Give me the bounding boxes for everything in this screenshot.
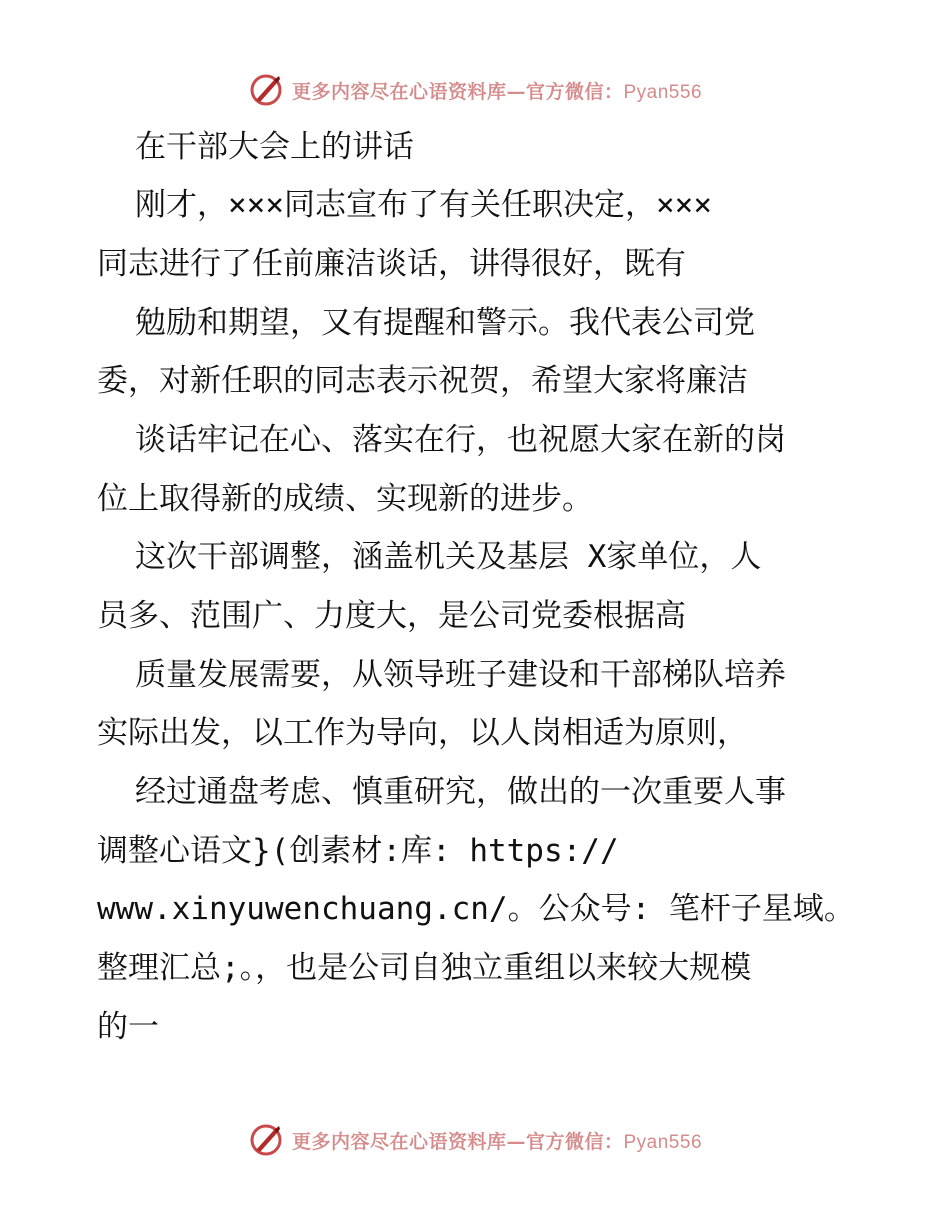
paragraph-line: 委，对新任职的同志表示祝贺，希望大家将廉洁 [97, 363, 748, 399]
header-banner-text: 更多内容尽在心语资料库—官方微信：Pyan556 [291, 80, 703, 103]
paragraph-line: 同志进行了任前廉洁谈话，讲得很好，既有 [97, 246, 686, 282]
paragraph-line: www.xinyuwenchuang.cn/。公众号: 笔杆子星域。 [97, 891, 855, 927]
quill-logo-icon [248, 1122, 284, 1158]
paragraph-line: 经过通盘考虑、慎重研究，做出的一次重要人事 [135, 774, 786, 810]
paragraph-line: 质量发展需要，从领导班子建设和干部梯队培养 [135, 657, 786, 693]
paragraph-line: 员多、范围广、力度大，是公司党委根据高 [97, 598, 686, 634]
paragraph-line: 这次干部调整，涵盖机关及基层 X家单位，人 [135, 539, 762, 575]
paragraph-line: 位上取得新的成绩、实现新的进步。 [97, 481, 593, 517]
header-banner [0, 70, 950, 110]
paragraph-line: 谈话牢记在心、落实在行，也祝愿大家在新的岗 [135, 422, 786, 458]
paragraph-line: 的一 [97, 1009, 159, 1045]
paragraph-line: 勉励和期望，又有提醒和警示。我代表公司党 [135, 305, 755, 341]
quill-logo-icon [248, 72, 284, 108]
footer-banner [0, 1120, 950, 1160]
paragraph-line: 刚才，×××同志宣布了有关任职决定，××× [135, 187, 712, 223]
footer-banner-text: 更多内容尽在心语资料库—官方微信：Pyan556 [291, 1130, 703, 1153]
paragraph-line: 调整心语文}(创素材:库: https:// [97, 833, 619, 869]
document-title: 在干部大会上的讲话 [135, 129, 414, 165]
paragraph-line: 整理汇总;。，也是公司自独立重组以来较大规模 [97, 950, 752, 986]
paragraph-line: 实际出发，以工作为导向，以人岗相适为原则， [97, 715, 748, 751]
